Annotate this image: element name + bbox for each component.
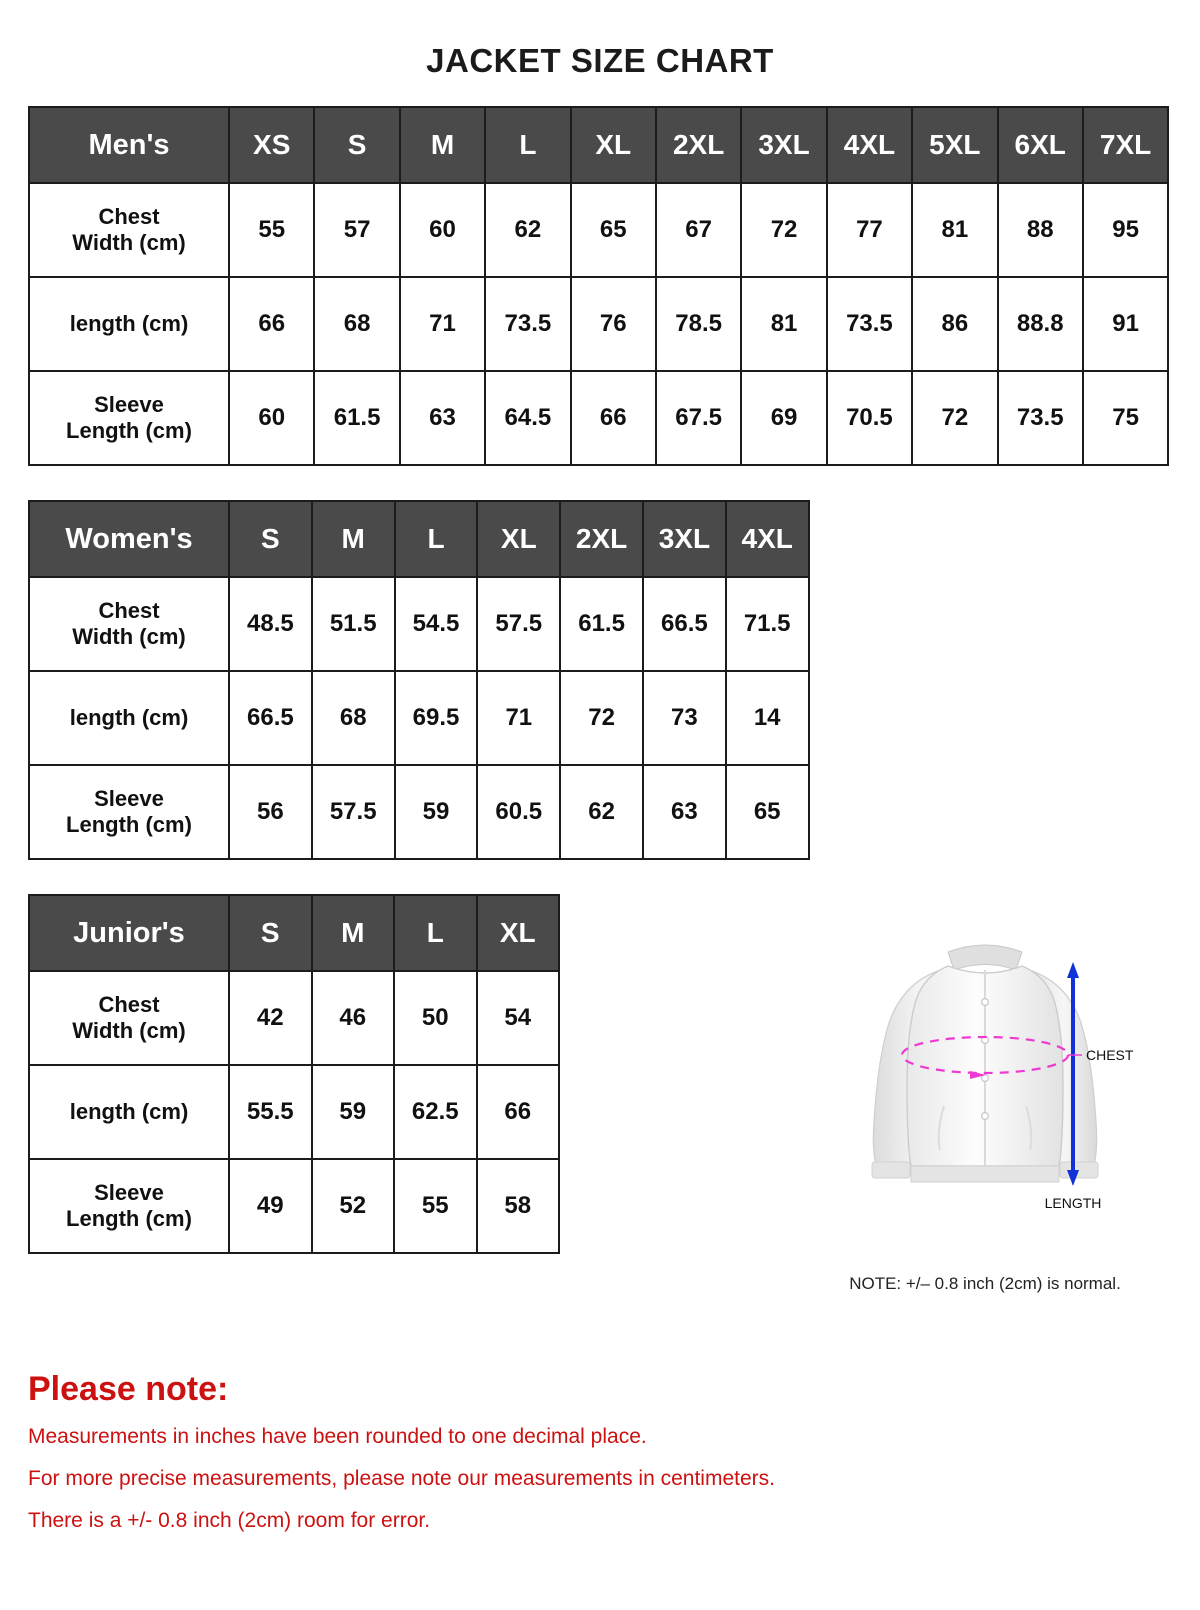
size-header-m: M	[312, 895, 395, 971]
table-row	[29, 1065, 559, 1159]
size-header-xl: XL	[477, 501, 560, 577]
row-label-line2: Width (cm)	[72, 624, 186, 649]
cell: 60	[400, 183, 485, 277]
cell: 14	[726, 671, 809, 765]
cell: 66	[571, 371, 656, 465]
table-row	[29, 671, 809, 765]
womens-size-table	[28, 500, 810, 860]
table-header-row	[29, 895, 559, 971]
cell: 58	[477, 1159, 560, 1253]
cell: 62	[560, 765, 643, 859]
row-label-line1: length (cm)	[69, 1099, 189, 1125]
cell: 73	[643, 671, 726, 765]
cell: 69	[741, 371, 826, 465]
cell: 50	[394, 971, 477, 1065]
juniors-size-table	[28, 894, 560, 1254]
cell: 63	[643, 765, 726, 859]
cell: 62.5	[394, 1065, 477, 1159]
table-row	[29, 971, 559, 1065]
cell: 81	[741, 277, 826, 371]
size-header-s: S	[229, 895, 312, 971]
cell: 71	[400, 277, 485, 371]
mens-table-wrapper	[28, 106, 1200, 466]
cell: 69.5	[395, 671, 478, 765]
mens-corner-label: Men's	[29, 107, 229, 183]
size-header-m: M	[312, 501, 395, 577]
row-label-line2: Length (cm)	[66, 1206, 192, 1231]
cell: 65	[726, 765, 809, 859]
row-label-chest-width	[29, 577, 229, 671]
row-label-sleeve-length	[29, 371, 229, 465]
size-header-xl: XL	[477, 895, 560, 971]
cell: 91	[1083, 277, 1168, 371]
cell: 73.5	[827, 277, 912, 371]
measurement-note: NOTE: +/– 0.8 inch (2cm) is normal.	[849, 1274, 1121, 1293]
row-label-line1: length (cm)	[69, 705, 189, 731]
table-row	[29, 765, 809, 859]
cell: 60	[229, 371, 314, 465]
cell: 60.5	[477, 765, 560, 859]
row-label-sleeve-length	[29, 1159, 229, 1253]
cell: 48.5	[229, 577, 312, 671]
cell: 95	[1083, 183, 1168, 277]
cell: 67	[656, 183, 741, 277]
please-note-line-1: Measurements in inches have been rounded to one decimal place.	[28, 1425, 647, 1448]
cell: 56	[229, 765, 312, 859]
size-header-xl: XL	[571, 107, 656, 183]
row-label-line1: Chest	[98, 204, 160, 230]
size-header-m: M	[400, 107, 485, 183]
cell: 66.5	[229, 671, 312, 765]
row-label-line2: Width (cm)	[72, 230, 186, 255]
table-row	[29, 183, 1168, 277]
cell: 57.5	[477, 577, 560, 671]
table-row	[29, 1159, 559, 1253]
cell: 86	[912, 277, 997, 371]
cell: 68	[314, 277, 399, 371]
row-label-line1: Chest	[98, 598, 160, 624]
cell: 57	[314, 183, 399, 277]
cell: 42	[229, 971, 312, 1065]
table-header-row	[29, 501, 809, 577]
table-row	[29, 371, 1168, 465]
size-header-4xl: 4XL	[726, 501, 809, 577]
cell: 76	[571, 277, 656, 371]
cell: 70.5	[827, 371, 912, 465]
cell: 46	[312, 971, 395, 1065]
cell: 81	[912, 183, 997, 277]
cell: 63	[400, 371, 485, 465]
size-header-2xl: 2XL	[656, 107, 741, 183]
row-label-chest-width	[29, 971, 229, 1065]
row-label-line2: Length (cm)	[66, 418, 192, 443]
cell: 71	[477, 671, 560, 765]
size-header-5xl: 5XL	[912, 107, 997, 183]
size-header-xs: XS	[229, 107, 314, 183]
cell: 62	[485, 183, 570, 277]
row-label-line1: Sleeve	[94, 786, 164, 812]
cell: 55	[394, 1159, 477, 1253]
row-label-line1: Sleeve	[94, 1180, 164, 1206]
cell: 77	[827, 183, 912, 277]
cell: 66	[477, 1065, 560, 1159]
womens-corner-label: Women's	[29, 501, 229, 577]
size-header-2xl: 2XL	[560, 501, 643, 577]
cell: 54	[477, 971, 560, 1065]
cell: 55.5	[229, 1065, 312, 1159]
size-header-l: L	[395, 501, 478, 577]
row-label-chest-width	[29, 183, 229, 277]
measurement-illustration	[790, 930, 1180, 1294]
please-note-line-3: There is a +/- 0.8 inch (2cm) room for error.	[28, 1509, 431, 1532]
row-label-line2: Width (cm)	[72, 1018, 186, 1043]
cell: 51.5	[312, 577, 395, 671]
cell: 52	[312, 1159, 395, 1253]
cell: 72	[560, 671, 643, 765]
table-row	[29, 277, 1168, 371]
cell: 88.8	[998, 277, 1083, 371]
row-label-length	[29, 671, 229, 765]
cell: 49	[229, 1159, 312, 1253]
mens-size-table	[28, 106, 1169, 466]
cell: 68	[312, 671, 395, 765]
cell: 55	[229, 183, 314, 277]
cell: 64.5	[485, 371, 570, 465]
row-label-line1: length (cm)	[69, 311, 189, 337]
size-header-s: S	[314, 107, 399, 183]
size-header-l: L	[485, 107, 570, 183]
row-label-length	[29, 1065, 229, 1159]
cell: 59	[395, 765, 478, 859]
size-header-3xl: 3XL	[741, 107, 826, 183]
cell: 72	[912, 371, 997, 465]
cell: 61.5	[314, 371, 399, 465]
cell: 73.5	[998, 371, 1083, 465]
table-row	[29, 577, 809, 671]
please-note-line-2: For more precise measurements, please note our measurements in centimeters.	[28, 1467, 775, 1490]
cell: 54.5	[395, 577, 478, 671]
cell: 78.5	[656, 277, 741, 371]
size-header-3xl: 3XL	[643, 501, 726, 577]
row-label-line1: Chest	[98, 992, 160, 1018]
cell: 61.5	[560, 577, 643, 671]
cell: 59	[312, 1065, 395, 1159]
page-title: JACKET SIZE CHART	[426, 42, 774, 79]
cell: 71.5	[726, 577, 809, 671]
cell: 75	[1083, 371, 1168, 465]
size-header-l: L	[394, 895, 477, 971]
cell: 66.5	[643, 577, 726, 671]
row-label-line1: Sleeve	[94, 392, 164, 418]
cell: 88	[998, 183, 1083, 277]
row-label-line2: Length (cm)	[66, 812, 192, 837]
cell: 72	[741, 183, 826, 277]
svg-text:CHEST: CHEST	[1086, 1047, 1134, 1063]
table-header-row	[29, 107, 1168, 183]
jacket-icon	[820, 930, 1150, 1260]
cell: 57.5	[312, 765, 395, 859]
jacket-image	[820, 930, 1150, 1260]
size-header-4xl: 4XL	[827, 107, 912, 183]
please-note-heading: Please note:	[28, 1370, 229, 1408]
size-header-6xl: 6XL	[998, 107, 1083, 183]
size-header-s: S	[229, 501, 312, 577]
size-header-7xl: 7XL	[1083, 107, 1168, 183]
cell: 66	[229, 277, 314, 371]
cell: 73.5	[485, 277, 570, 371]
juniors-corner-label: Junior's	[29, 895, 229, 971]
womens-table-wrapper	[28, 500, 1200, 860]
please-note-section	[28, 1370, 1028, 1551]
row-label-sleeve-length	[29, 765, 229, 859]
row-label-length	[29, 277, 229, 371]
cell: 67.5	[656, 371, 741, 465]
svg-text:LENGTH: LENGTH	[1044, 1195, 1102, 1211]
cell: 65	[571, 183, 656, 277]
